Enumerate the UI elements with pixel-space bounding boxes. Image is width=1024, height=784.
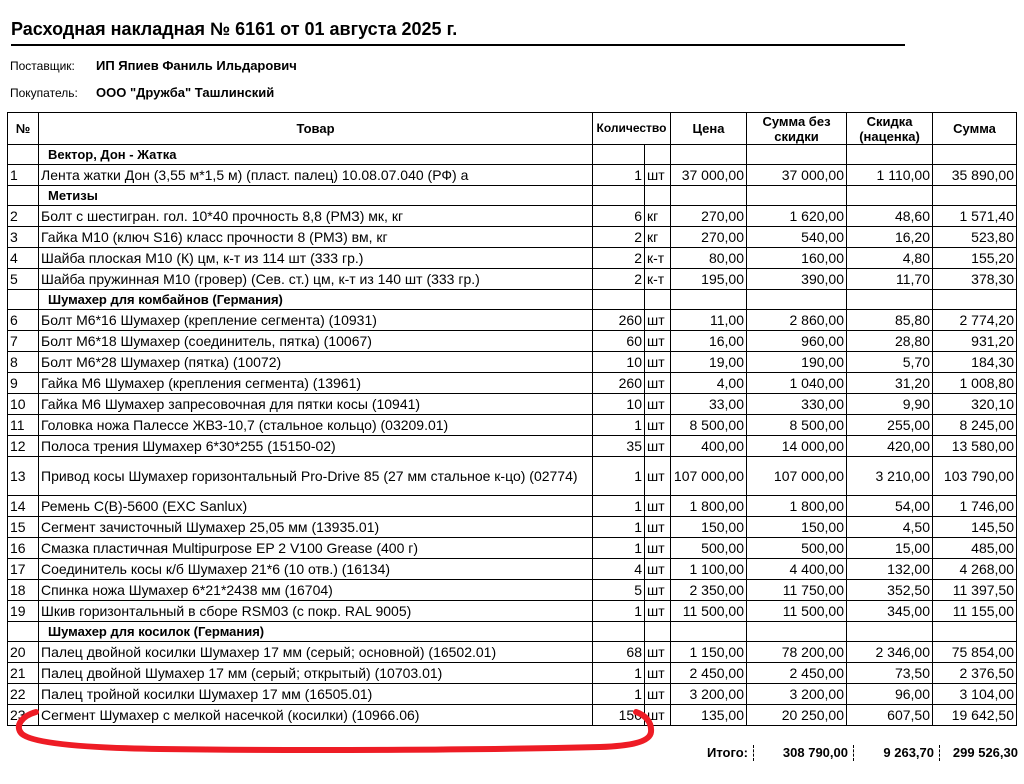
- item-price: 107 000,00: [671, 457, 747, 496]
- row-number: 15: [8, 517, 39, 538]
- group-empty-cell: [933, 622, 1017, 642]
- item-sum-nodisc: 1 040,00: [747, 373, 847, 394]
- item-quantity: 60: [593, 331, 645, 352]
- item-discount: 4,50: [847, 517, 933, 538]
- group-empty-cell: [747, 622, 847, 642]
- totals-label: Итого:: [707, 745, 748, 760]
- table-row: [8, 642, 1017, 663]
- group-empty-cell: [847, 145, 933, 165]
- table-row: [8, 559, 1017, 580]
- group-empty-cell: [747, 145, 847, 165]
- item-quantity: 1: [593, 457, 645, 496]
- item-sum: 3 104,00: [933, 684, 1017, 705]
- item-discount: 54,00: [847, 496, 933, 517]
- totals-discount: 9 263,70: [883, 745, 934, 760]
- row-number: 5: [8, 269, 39, 290]
- item-unit: к-т: [645, 269, 671, 290]
- group-num-cell: [8, 290, 39, 310]
- table-row: [8, 580, 1017, 601]
- totals-separator: [753, 745, 754, 761]
- item-name: Гайка М6 Шумахер запресовочная для пятки косы (10941): [39, 394, 593, 415]
- group-empty-cell: [747, 290, 847, 310]
- item-quantity: 260: [593, 373, 645, 394]
- item-sum: 155,20: [933, 248, 1017, 269]
- item-price: 3 200,00: [671, 684, 747, 705]
- item-sum-nodisc: 107 000,00: [747, 457, 847, 496]
- totals-separator: [853, 745, 854, 761]
- item-sum: 19 642,50: [933, 705, 1017, 726]
- table-row: [8, 496, 1017, 517]
- item-sum: 1 746,00: [933, 496, 1017, 517]
- item-unit: к-т: [645, 248, 671, 269]
- item-sum-nodisc: 960,00: [747, 331, 847, 352]
- group-empty-cell: [671, 622, 747, 642]
- item-name: Ремень С(В)-5600 (EXC Sanlux): [39, 496, 593, 517]
- col-price-header: Цена: [671, 113, 747, 145]
- item-name: Шайба пружинная М10 (гровер) (Сев. ст.) цм, к-т из 140 шт (333 гр.): [39, 269, 593, 290]
- item-quantity: 260: [593, 310, 645, 331]
- item-discount: 5,70: [847, 352, 933, 373]
- item-name: Полоса трения Шумахер 6*30*255 (15150-02): [39, 436, 593, 457]
- item-discount: 11,70: [847, 269, 933, 290]
- item-sum: 8 245,00: [933, 415, 1017, 436]
- group-num-cell: [8, 186, 39, 206]
- item-name: Шайба плоская М10 (К) цм, к-т из 114 шт (333 гр.): [39, 248, 593, 269]
- item-sum-nodisc: 2 450,00: [747, 663, 847, 684]
- group-row: [8, 290, 1017, 310]
- item-unit: шт: [645, 352, 671, 373]
- item-price: 80,00: [671, 248, 747, 269]
- group-empty-cell: [671, 145, 747, 165]
- group-empty-cell: [671, 186, 747, 206]
- table-row: [8, 684, 1017, 705]
- item-quantity: 6: [593, 206, 645, 227]
- item-price: 150,00: [671, 517, 747, 538]
- item-name: Шкив горизонтальный в сборе RSM03 (с покр. RAL 9005): [39, 601, 593, 622]
- item-unit: шт: [645, 684, 671, 705]
- group-title: Метизы: [39, 186, 593, 206]
- item-sum: 4 268,00: [933, 559, 1017, 580]
- item-discount: 345,00: [847, 601, 933, 622]
- table-row: [8, 601, 1017, 622]
- item-quantity: 1: [593, 517, 645, 538]
- item-unit: шт: [645, 457, 671, 496]
- group-empty-cell: [747, 186, 847, 206]
- buyer-line: [10, 85, 274, 101]
- item-sum-nodisc: 160,00: [747, 248, 847, 269]
- item-quantity: 4: [593, 559, 645, 580]
- item-price: 500,00: [671, 538, 747, 559]
- item-sum-nodisc: 190,00: [747, 352, 847, 373]
- item-quantity: 1: [593, 601, 645, 622]
- col-num-header: №: [8, 113, 39, 145]
- supplier-line: [10, 58, 297, 74]
- item-price: 2 350,00: [671, 580, 747, 601]
- item-sum-nodisc: 11 750,00: [747, 580, 847, 601]
- item-quantity: 5: [593, 580, 645, 601]
- totals-separator: [939, 745, 940, 761]
- item-sum: 184,30: [933, 352, 1017, 373]
- item-quantity: 1: [593, 415, 645, 436]
- row-number: 7: [8, 331, 39, 352]
- item-sum: 485,00: [933, 538, 1017, 559]
- row-number: 12: [8, 436, 39, 457]
- row-number: 19: [8, 601, 39, 622]
- item-sum-nodisc: 330,00: [747, 394, 847, 415]
- item-name: Болт с шестигран. гол. 10*40 прочность 8,8 (РМЗ) мк, кг: [39, 206, 593, 227]
- item-name: Соединитель косы к/б Шумахер 21*6 (10 отв.) (16134): [39, 559, 593, 580]
- item-sum: 2 376,50: [933, 663, 1017, 684]
- group-empty-cell: [593, 622, 645, 642]
- table-row: [8, 457, 1017, 496]
- group-empty-cell: [645, 622, 671, 642]
- item-sum: 103 790,00: [933, 457, 1017, 496]
- group-empty-cell: [645, 290, 671, 310]
- item-price: 195,00: [671, 269, 747, 290]
- row-number: 8: [8, 352, 39, 373]
- group-empty-cell: [645, 145, 671, 165]
- group-empty-cell: [847, 186, 933, 206]
- item-name: Привод косы Шумахер горизонтальный Pro-Drive 85 (27 мм стальное к-цо) (02774): [39, 457, 593, 496]
- group-empty-cell: [847, 290, 933, 310]
- item-sum: 35 890,00: [933, 165, 1017, 186]
- item-discount: 31,20: [847, 373, 933, 394]
- item-discount: 96,00: [847, 684, 933, 705]
- group-empty-cell: [847, 622, 933, 642]
- item-name: Смазка пластичная Multipurpose EP 2 V100 Grease (400 г): [39, 538, 593, 559]
- item-sum-nodisc: 150,00: [747, 517, 847, 538]
- row-number: 18: [8, 580, 39, 601]
- buyer-label: Покупатель:: [10, 86, 78, 100]
- item-sum: 11 397,50: [933, 580, 1017, 601]
- table-row: [8, 331, 1017, 352]
- group-empty-cell: [933, 186, 1017, 206]
- col-sum-nodisc-header: Сумма без скидки: [747, 113, 847, 145]
- item-unit: кг: [645, 227, 671, 248]
- table-row: [8, 394, 1017, 415]
- item-name: Гайка М10 (ключ S16) класс прочности 8 (РМЗ) вм, кг: [39, 227, 593, 248]
- group-title: Вектор, Дон - Жатка: [39, 145, 593, 165]
- item-quantity: 1: [593, 538, 645, 559]
- item-name: Спинка ножа Шумахер 6*21*2438 мм (16704): [39, 580, 593, 601]
- item-unit: шт: [645, 517, 671, 538]
- table-row: [8, 248, 1017, 269]
- item-discount: 16,20: [847, 227, 933, 248]
- item-quantity: 68: [593, 642, 645, 663]
- item-unit: шт: [645, 394, 671, 415]
- item-name: Гайка М6 Шумахер (крепления сегмента) (13961): [39, 373, 593, 394]
- group-title: Шумахер для комбайнов (Германия): [39, 290, 593, 310]
- item-unit: шт: [645, 373, 671, 394]
- item-unit: шт: [645, 331, 671, 352]
- row-number: 2: [8, 206, 39, 227]
- item-price: 33,00: [671, 394, 747, 415]
- item-price: 37 000,00: [671, 165, 747, 186]
- item-unit: шт: [645, 663, 671, 684]
- row-number: 14: [8, 496, 39, 517]
- item-discount: 255,00: [847, 415, 933, 436]
- group-row: [8, 186, 1017, 206]
- item-discount: 1 110,00: [847, 165, 933, 186]
- item-sum-nodisc: 1 800,00: [747, 496, 847, 517]
- row-number: 20: [8, 642, 39, 663]
- item-quantity: 1: [593, 663, 645, 684]
- table-row: [8, 310, 1017, 331]
- group-empty-cell: [933, 145, 1017, 165]
- totals-sum-nodisc: 308 790,00: [782, 745, 848, 760]
- item-name: Палец двойной Шумахер 17 мм (серый; открытый) (10703.01): [39, 663, 593, 684]
- group-empty-cell: [933, 290, 1017, 310]
- item-sum: 11 155,00: [933, 601, 1017, 622]
- item-sum: 75 854,00: [933, 642, 1017, 663]
- item-sum-nodisc: 8 500,00: [747, 415, 847, 436]
- row-number: 4: [8, 248, 39, 269]
- item-unit: кг: [645, 206, 671, 227]
- item-sum-nodisc: 4 400,00: [747, 559, 847, 580]
- row-number: 22: [8, 684, 39, 705]
- item-sum: 320,10: [933, 394, 1017, 415]
- table-row: [8, 227, 1017, 248]
- item-name: Болт М6*16 Шумахер (крепление сегмента) (10931): [39, 310, 593, 331]
- item-price: 11,00: [671, 310, 747, 331]
- table-row: [8, 517, 1017, 538]
- table-row: [8, 373, 1017, 394]
- table-row: [8, 269, 1017, 290]
- item-name: Палец двойной косилки Шумахер 17 мм (серый; основной) (16502.01): [39, 642, 593, 663]
- item-sum: 145,50: [933, 517, 1017, 538]
- item-discount: 3 210,00: [847, 457, 933, 496]
- buyer-name: ООО "Дружба" Ташлинский: [96, 85, 275, 100]
- item-discount: 607,50: [847, 705, 933, 726]
- item-price: 11 500,00: [671, 601, 747, 622]
- item-discount: 352,50: [847, 580, 933, 601]
- item-price: 270,00: [671, 206, 747, 227]
- item-unit: шт: [645, 415, 671, 436]
- item-price: 1 800,00: [671, 496, 747, 517]
- item-unit: шт: [645, 165, 671, 186]
- item-unit: шт: [645, 496, 671, 517]
- row-number: 21: [8, 663, 39, 684]
- item-discount: 15,00: [847, 538, 933, 559]
- item-price: 19,00: [671, 352, 747, 373]
- row-number: 23: [8, 705, 39, 726]
- item-unit: шт: [645, 580, 671, 601]
- row-number: 16: [8, 538, 39, 559]
- group-empty-cell: [593, 145, 645, 165]
- item-unit: шт: [645, 538, 671, 559]
- item-quantity: 1: [593, 496, 645, 517]
- row-number: 10: [8, 394, 39, 415]
- item-sum: 1 008,80: [933, 373, 1017, 394]
- item-price: 1 100,00: [671, 559, 747, 580]
- item-sum-nodisc: 20 250,00: [747, 705, 847, 726]
- col-discount-header: Скидка (наценка): [847, 113, 933, 145]
- item-name: Головка ножа Палессе ЖВЗ-10,7 (стальное кольцо) (03209.01): [39, 415, 593, 436]
- row-number: 11: [8, 415, 39, 436]
- group-row: [8, 622, 1017, 642]
- item-price: 1 150,00: [671, 642, 747, 663]
- item-sum-nodisc: 3 200,00: [747, 684, 847, 705]
- group-empty-cell: [645, 186, 671, 206]
- group-title: Шумахер для косилок (Германия): [39, 622, 593, 642]
- item-quantity: 35: [593, 436, 645, 457]
- item-sum-nodisc: 540,00: [747, 227, 847, 248]
- table-row: [8, 352, 1017, 373]
- item-discount: 2 346,00: [847, 642, 933, 663]
- item-name: Сегмент Шумахер с мелкой насечкой (косилки) (10966.06): [39, 705, 593, 726]
- item-sum: 523,80: [933, 227, 1017, 248]
- totals-sum: 299 526,30: [952, 745, 1018, 760]
- item-price: 135,00: [671, 705, 747, 726]
- table-header-row: [8, 113, 1017, 145]
- item-sum-nodisc: 500,00: [747, 538, 847, 559]
- table-body: [8, 145, 1017, 726]
- row-number: 17: [8, 559, 39, 580]
- item-sum-nodisc: 2 860,00: [747, 310, 847, 331]
- item-price: 4,00: [671, 373, 747, 394]
- col-sum-header: Сумма: [933, 113, 1017, 145]
- document-title: Расходная накладная № 6161 от 01 августа 2025 г.: [11, 17, 905, 46]
- group-empty-cell: [671, 290, 747, 310]
- group-num-cell: [8, 622, 39, 642]
- item-sum: 378,30: [933, 269, 1017, 290]
- item-sum: 2 774,20: [933, 310, 1017, 331]
- item-sum-nodisc: 390,00: [747, 269, 847, 290]
- item-discount: 420,00: [847, 436, 933, 457]
- item-quantity: 150: [593, 705, 645, 726]
- item-sum-nodisc: 78 200,00: [747, 642, 847, 663]
- item-price: 270,00: [671, 227, 747, 248]
- row-number: 13: [8, 457, 39, 496]
- table-row: [8, 663, 1017, 684]
- table-row: [8, 206, 1017, 227]
- item-sum-nodisc: 1 620,00: [747, 206, 847, 227]
- item-sum-nodisc: 11 500,00: [747, 601, 847, 622]
- item-name: Сегмент зачисточный Шумахер 25,05 мм (13935.01): [39, 517, 593, 538]
- item-sum-nodisc: 14 000,00: [747, 436, 847, 457]
- item-quantity: 10: [593, 394, 645, 415]
- item-unit: шт: [645, 705, 671, 726]
- item-discount: 4,80: [847, 248, 933, 269]
- supplier-name: ИП Япиев Фаниль Ильдарович: [96, 58, 297, 73]
- item-quantity: 1: [593, 684, 645, 705]
- item-quantity: 2: [593, 269, 645, 290]
- item-price: 16,00: [671, 331, 747, 352]
- invoice-table: [7, 112, 1017, 726]
- group-num-cell: [8, 145, 39, 165]
- item-quantity: 10: [593, 352, 645, 373]
- group-row: [8, 145, 1017, 165]
- row-number: 1: [8, 165, 39, 186]
- item-price: 8 500,00: [671, 415, 747, 436]
- item-discount: 73,50: [847, 663, 933, 684]
- item-unit: шт: [645, 601, 671, 622]
- item-discount: 132,00: [847, 559, 933, 580]
- table-row: [8, 415, 1017, 436]
- group-empty-cell: [593, 290, 645, 310]
- item-name: Болт М6*18 Шумахер (соединитель, пятка) (10067): [39, 331, 593, 352]
- item-name: Болт М6*28 Шумахер (пятка) (10072): [39, 352, 593, 373]
- item-quantity: 2: [593, 227, 645, 248]
- row-number: 9: [8, 373, 39, 394]
- group-empty-cell: [593, 186, 645, 206]
- col-item-header: Товар: [39, 113, 593, 145]
- table-row: [8, 538, 1017, 559]
- item-sum-nodisc: 37 000,00: [747, 165, 847, 186]
- item-unit: шт: [645, 642, 671, 663]
- item-price: 2 450,00: [671, 663, 747, 684]
- table-row: [8, 705, 1017, 726]
- item-discount: 85,80: [847, 310, 933, 331]
- item-discount: 9,90: [847, 394, 933, 415]
- item-unit: шт: [645, 310, 671, 331]
- item-name: Лента жатки Дон (3,55 м*1,5 м) (пласт. палец) 10.08.07.040 (РФ) а: [39, 165, 593, 186]
- table-row: [8, 165, 1017, 186]
- item-discount: 28,80: [847, 331, 933, 352]
- row-number: 3: [8, 227, 39, 248]
- totals-row: [0, 743, 1024, 763]
- supplier-label: Поставщик:: [10, 59, 75, 73]
- table-row: [8, 436, 1017, 457]
- item-quantity: 2: [593, 248, 645, 269]
- item-name: Палец тройной косилки Шумахер 17 мм (16505.01): [39, 684, 593, 705]
- item-sum: 931,20: [933, 331, 1017, 352]
- item-discount: 48,60: [847, 206, 933, 227]
- item-unit: шт: [645, 559, 671, 580]
- item-quantity: 1: [593, 165, 645, 186]
- item-sum: 13 580,00: [933, 436, 1017, 457]
- item-price: 400,00: [671, 436, 747, 457]
- row-number: 6: [8, 310, 39, 331]
- col-qty-header: Количество: [593, 113, 671, 145]
- item-sum: 1 571,40: [933, 206, 1017, 227]
- item-unit: шт: [645, 436, 671, 457]
